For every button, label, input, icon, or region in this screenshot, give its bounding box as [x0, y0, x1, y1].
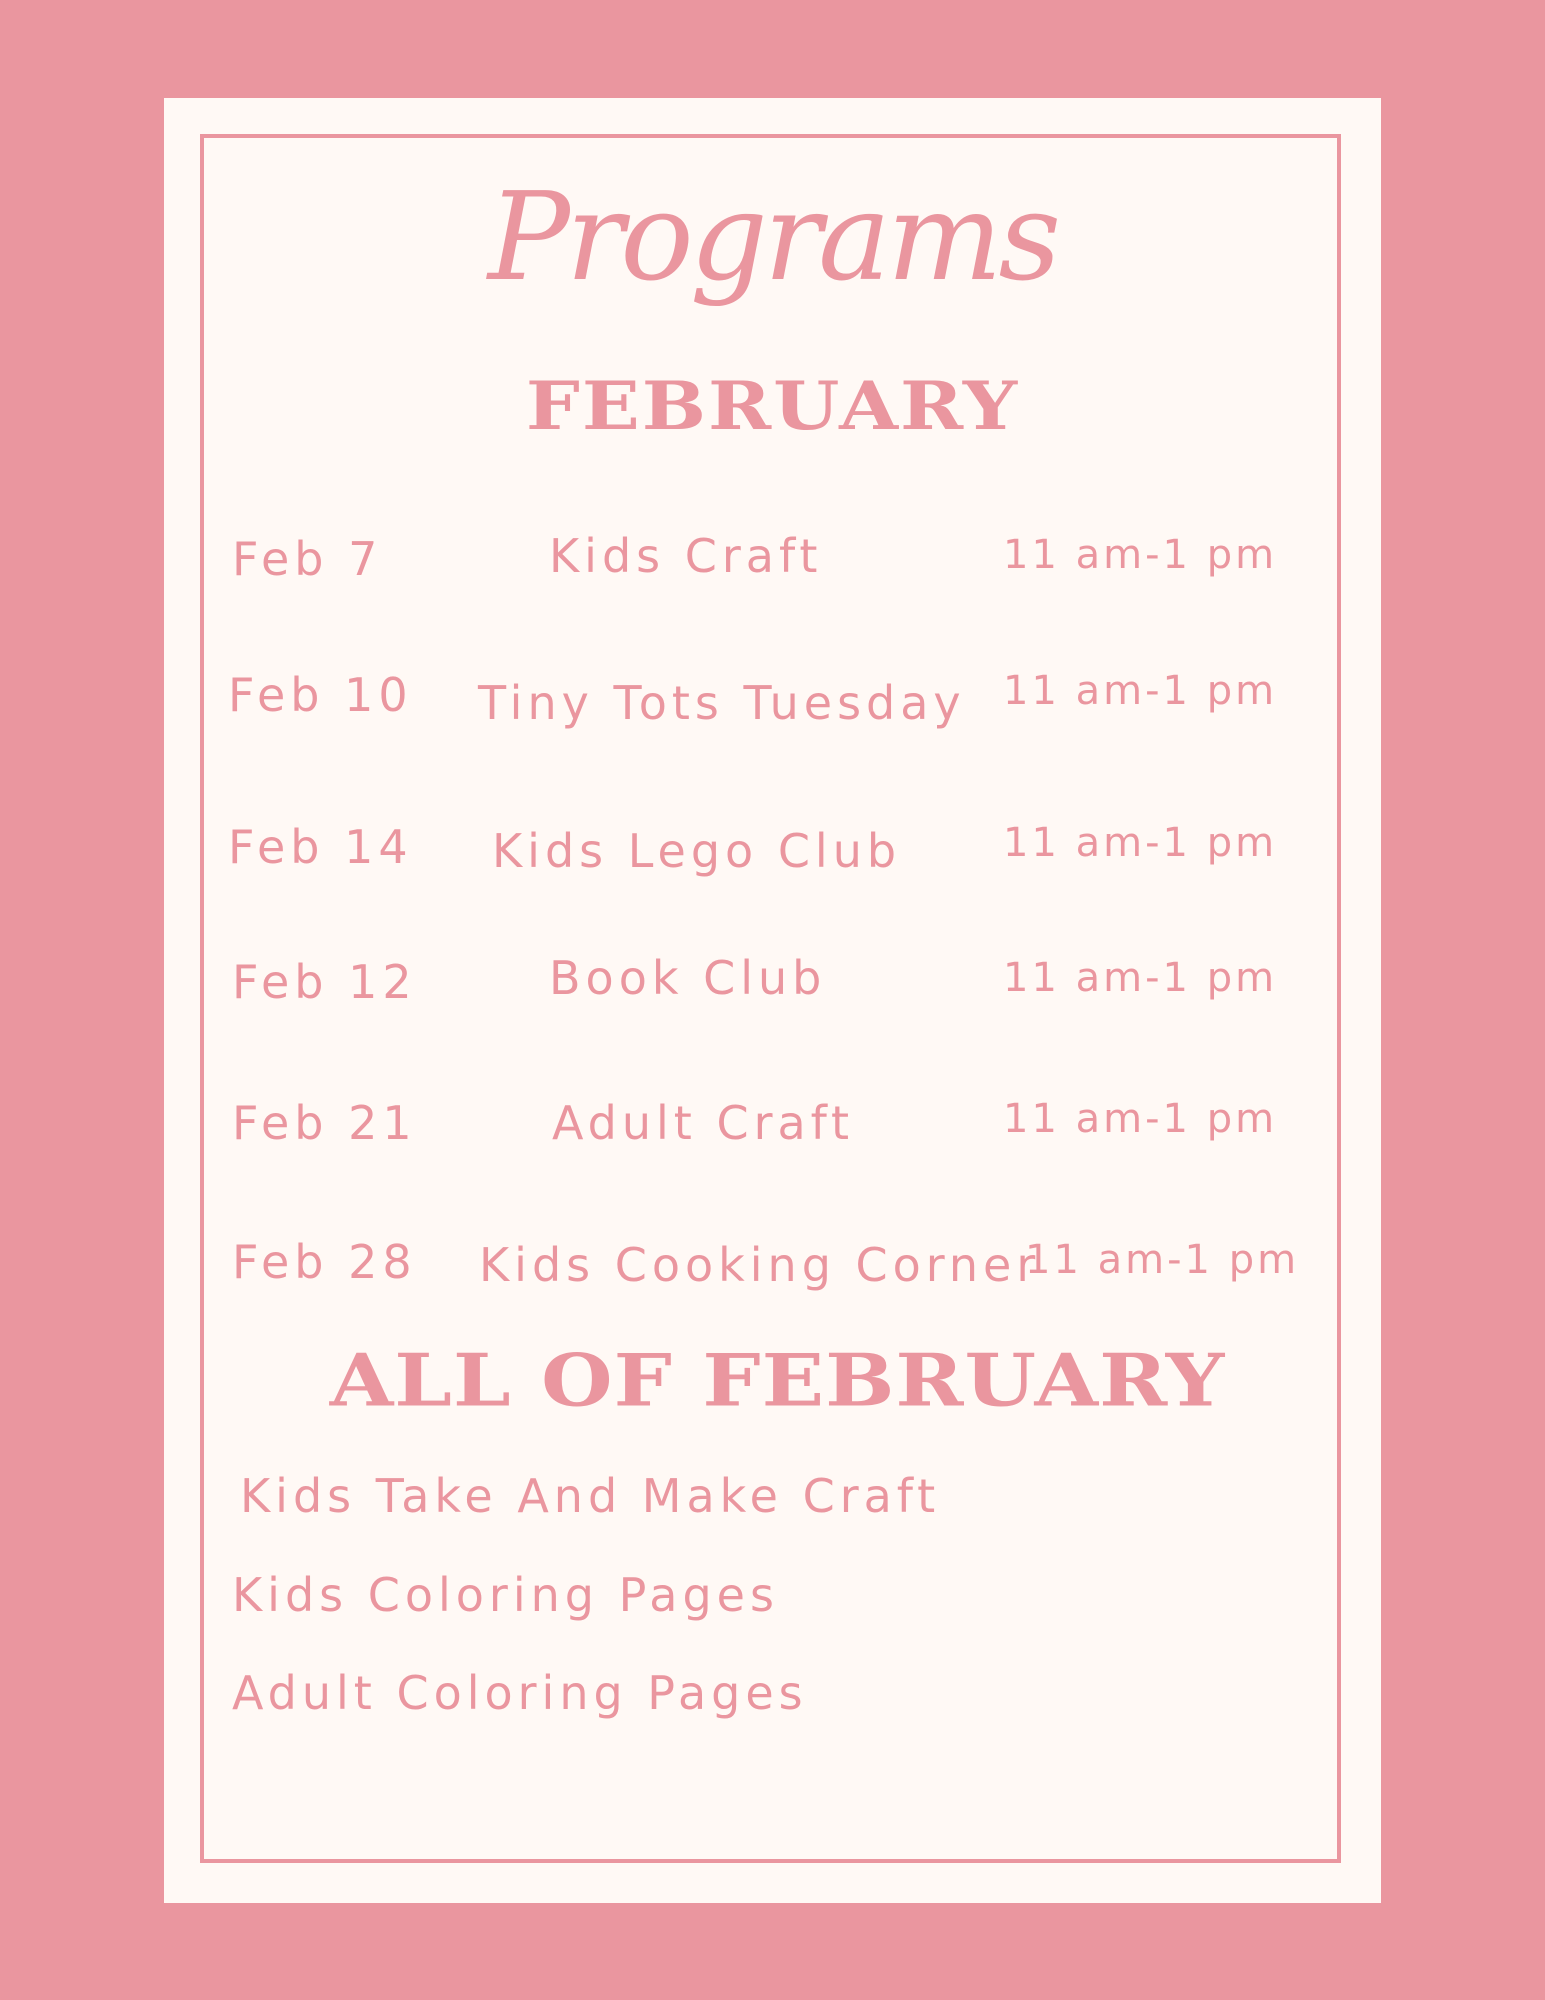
schedule-time: 11 am-1 pm [1003, 955, 1278, 1001]
schedule-program: Book Club [549, 951, 827, 1005]
all-month-item: Kids Coloring Pages [232, 1568, 779, 1622]
schedule-time: 11 am-1 pm [1003, 532, 1278, 578]
schedule-date: Feb 14 [228, 820, 413, 874]
schedule-date: Feb 10 [228, 668, 413, 722]
schedule-date: Feb 21 [232, 1096, 417, 1150]
all-month-item: Kids Take And Make Craft [240, 1469, 941, 1523]
schedule-time: 11 am-1 pm [1003, 820, 1278, 866]
schedule-program: Tiny Tots Tuesday [478, 676, 966, 730]
schedule-date: Feb 28 [232, 1235, 417, 1289]
month-heading: FEBRUARY [525, 366, 1020, 445]
schedule-program: Adult Craft [552, 1096, 855, 1150]
schedule-date: Feb 7 [232, 532, 383, 586]
schedule-time: 11 am-1 pm [1003, 1096, 1278, 1142]
schedule-time: 11 am-1 pm [1025, 1237, 1300, 1283]
schedule-program: Kids Cooking Corner [479, 1238, 1041, 1292]
all-month-heading: ALL OF FEBRUARY [329, 1338, 1226, 1424]
schedule-time: 11 am-1 pm [1003, 668, 1278, 714]
programs-title: Programs [487, 166, 1058, 308]
schedule-program: Kids Craft [549, 529, 823, 583]
schedule-program: Kids Lego Club [492, 824, 902, 878]
all-month-item: Adult Coloring Pages [232, 1666, 808, 1720]
schedule-date: Feb 12 [232, 955, 417, 1009]
